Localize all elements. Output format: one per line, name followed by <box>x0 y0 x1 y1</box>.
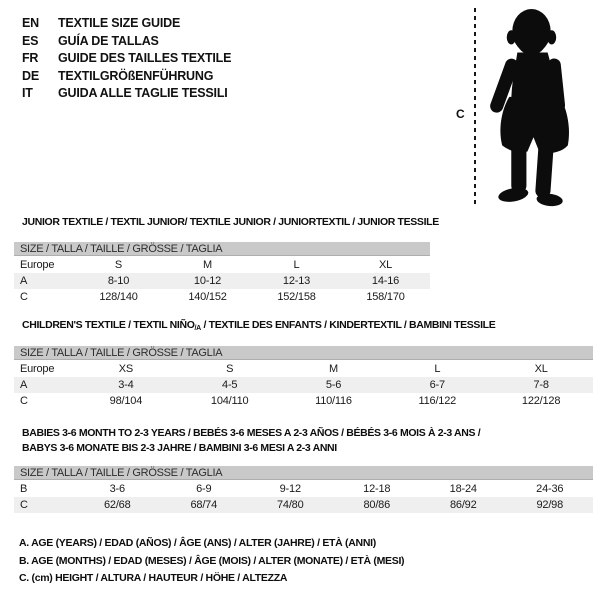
table-row <box>14 361 593 377</box>
size-cell: 122/128 <box>521 395 561 407</box>
lang-code: FR <box>22 51 39 65</box>
size-cell: 74/80 <box>247 497 334 513</box>
title-part: CHILDREN'S TEXTILE / TEXTIL NIÑO <box>22 319 195 331</box>
language-title-list <box>22 15 231 103</box>
size-cell: 9-12 <box>279 483 301 495</box>
lang-row-de <box>22 68 231 86</box>
size-cell: 10-12 <box>163 273 252 289</box>
section-title <box>22 426 480 455</box>
row-label: C <box>20 291 28 303</box>
row-label: Europe <box>20 363 55 375</box>
size-cell: 3-4 <box>74 377 178 393</box>
lang-title: GUIDA ALLE TAGLIE TESSILI <box>58 86 228 100</box>
size-cell: S <box>226 363 234 375</box>
height-measure-label: C <box>456 107 465 121</box>
children-size-table <box>14 361 593 409</box>
size-cell: 158/170 <box>366 291 405 303</box>
table-row <box>14 289 430 305</box>
size-cell: 18-24 <box>449 483 477 495</box>
title-line: BABIES 3-6 MONTH TO 2-3 YEARS / BEBÉS 3-6 MESES A 2-3 AÑOS / BÉBÉS 3-6 MOIS À 2-3 ANS / <box>22 427 481 439</box>
size-cell: 92/98 <box>507 497 594 513</box>
size-cell: 14-16 <box>341 273 430 289</box>
lang-code: ES <box>22 33 39 48</box>
size-cell: M <box>329 363 338 375</box>
size-cell: 80/86 <box>334 497 421 513</box>
baby-silhouette-icon <box>478 4 590 208</box>
size-cell: 62/68 <box>74 497 161 513</box>
size-cell: 3-6 <box>109 483 125 495</box>
size-cell: XL <box>534 363 548 375</box>
title-part-subscript: /A <box>194 325 201 332</box>
size-header-bar: SIZE / TALLA / TAILLE / GRÖSSE / TAGLIA <box>14 242 430 256</box>
size-cell: 128/140 <box>99 291 138 303</box>
size-cell: XL <box>378 259 393 271</box>
size-cell: 12-13 <box>252 273 341 289</box>
row-label: C <box>14 497 74 513</box>
size-cell: 12-18 <box>363 483 391 495</box>
lang-row-fr <box>22 50 231 68</box>
footnote-b: B. AGE (MONTHS) / EDAD (MESES) / ÂGE (MOIS) / ALTER (MONATE) / ETÀ (MESI) <box>19 554 405 567</box>
height-dashed-line <box>474 8 476 207</box>
row-label: A <box>14 273 74 289</box>
size-cell: 68/74 <box>161 497 248 513</box>
size-cell: 6-7 <box>385 377 489 393</box>
size-cell: 8-10 <box>74 273 163 289</box>
size-cell: L <box>434 363 441 375</box>
table-row <box>14 377 593 393</box>
size-cell: XS <box>118 363 134 375</box>
size-cell: 110/116 <box>315 395 352 407</box>
lang-code: IT <box>22 86 33 100</box>
size-cell: 86/92 <box>420 497 507 513</box>
size-cell: 152/158 <box>277 291 316 303</box>
babies-size-table <box>14 481 593 513</box>
size-cell: M <box>203 259 212 271</box>
size-cell: 5-6 <box>282 377 386 393</box>
size-cell: 4-5 <box>178 377 282 393</box>
section-title: JUNIOR TEXTILE / TEXTIL JUNIOR/ TEXTILE JUNIOR / JUNIORTEXTIL / JUNIOR TESSILE <box>22 216 439 228</box>
section-title <box>22 319 495 332</box>
lang-title: TEXTILE SIZE GUIDE <box>58 16 181 30</box>
footnote-c: C. (cm) HEIGHT / ALTURA / HAUTEUR / HÖHE / ALTEZZA <box>19 572 288 584</box>
table-row <box>14 497 593 513</box>
table-row <box>14 481 593 497</box>
title-line: BABYS 3-6 MONATE BIS 2-3 JAHRE / BAMBINI 3-6 MESI A 2-3 ANNI <box>22 441 337 454</box>
lang-title: TEXTILGRÖßENFÜHRUNG <box>58 68 214 83</box>
table-row <box>14 257 430 273</box>
lang-row-es <box>22 33 231 51</box>
size-cell: 7-8 <box>489 377 593 393</box>
lang-row-en <box>22 15 231 33</box>
table-row <box>14 273 430 289</box>
legend-footnotes <box>19 535 404 588</box>
title-part: / TEXTILE DES ENFANTS / KINDERTEXTIL / BAMBINI TESSILE <box>200 319 496 331</box>
size-header-bar: SIZE / TALLA / TAILLE / GRÖSSE / TAGLIA <box>14 466 593 480</box>
size-cell: 104/110 <box>210 395 249 407</box>
row-label: C <box>20 395 28 407</box>
size-cell: L <box>293 259 300 271</box>
lang-code: DE <box>22 68 39 83</box>
table-row <box>14 393 593 409</box>
size-cell: 140/152 <box>188 291 227 303</box>
row-label: B <box>20 483 28 495</box>
size-cell: 116/122 <box>418 395 457 407</box>
size-cell: 24-36 <box>536 483 564 495</box>
footnote-a: A. AGE (YEARS) / EDAD (AÑOS) / ÂGE (ANS) / ALTER (JAHRE) / ETÀ (ANNI) <box>19 537 376 549</box>
lang-code: EN <box>22 16 39 30</box>
row-label: A <box>14 377 74 393</box>
height-figure <box>440 0 600 212</box>
lang-title: GUIDE DES TAILLES TEXTILE <box>58 51 232 65</box>
size-cell: 6-9 <box>196 483 212 495</box>
size-header-bar: SIZE / TALLA / TAILLE / GRÖSSE / TAGLIA <box>14 346 593 360</box>
size-cell: S <box>114 259 123 271</box>
size-cell: 98/104 <box>109 395 143 407</box>
lang-title: GUÍA DE TALLAS <box>58 33 159 48</box>
row-label: Europe <box>20 259 55 271</box>
junior-size-table <box>14 257 430 305</box>
lang-row-it <box>22 85 231 103</box>
